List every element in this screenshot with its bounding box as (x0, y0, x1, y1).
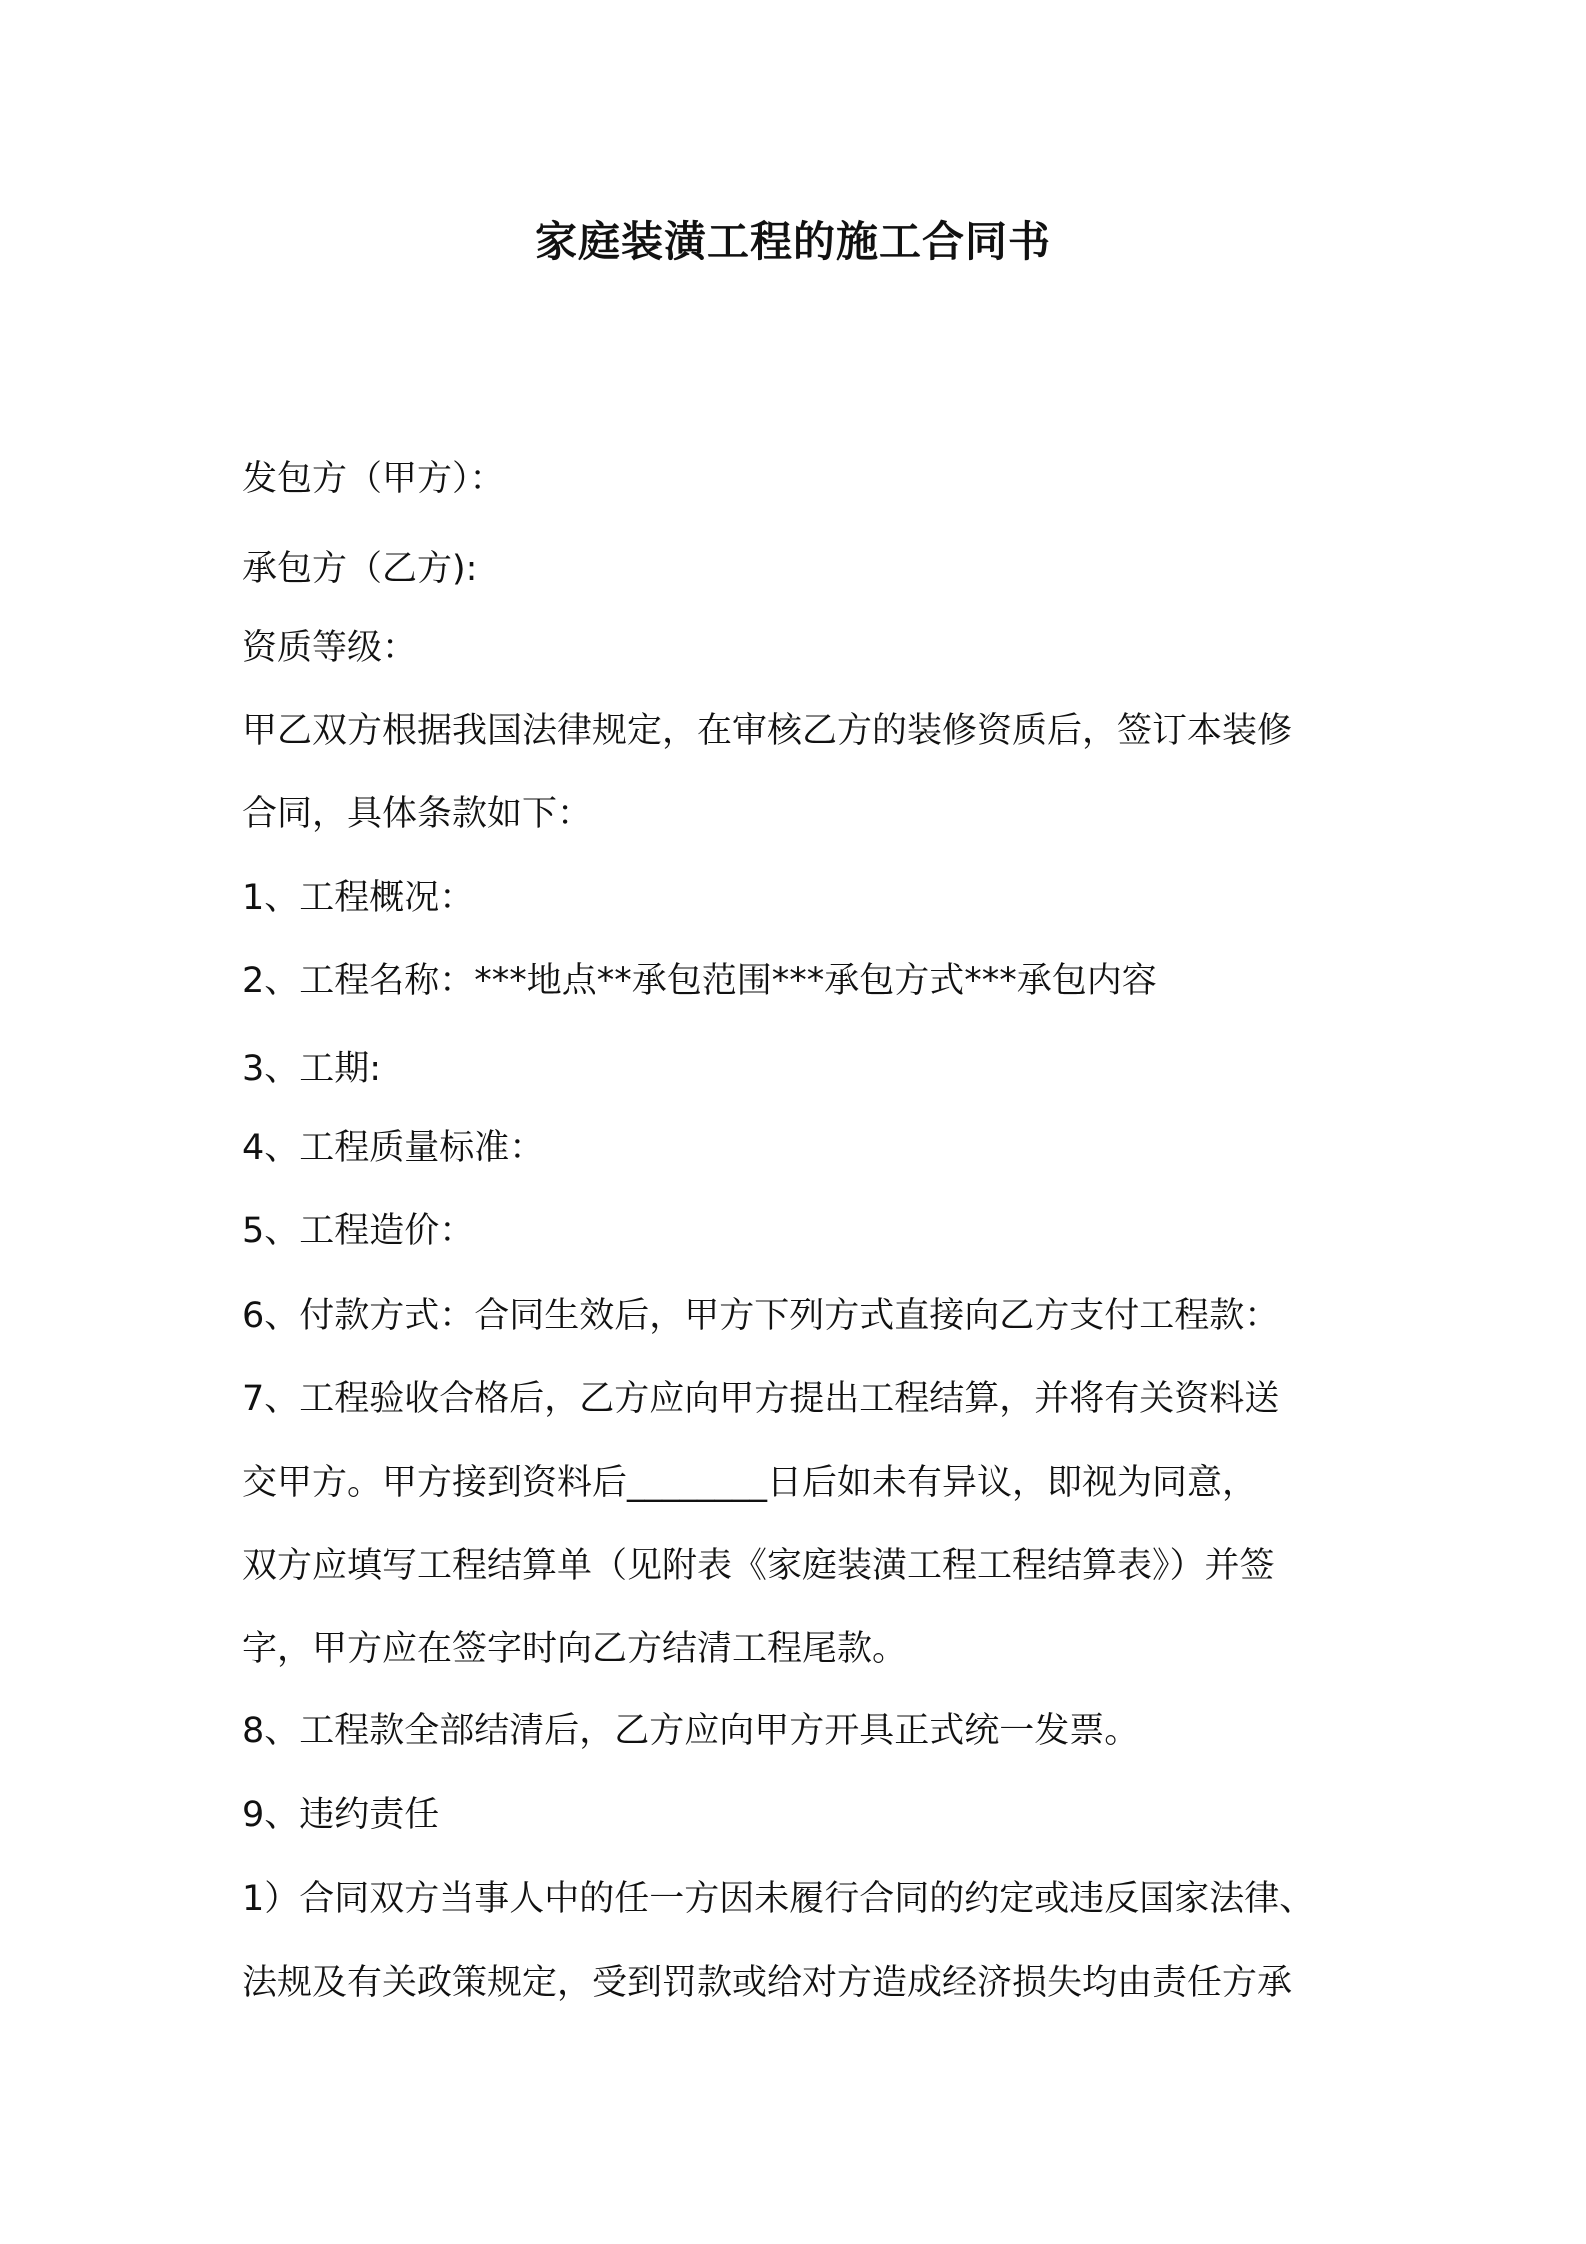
clause-4-line: 4、工程质量标准： (242, 1128, 545, 1168)
liability-line-1: 1）合同双方当事人中的任一方因未履行合同的约定或违反国家法律、 (242, 1879, 1315, 1919)
clause-7-line-4: 字，甲方应在签字时向乙方结清工程尾款。 (242, 1629, 908, 1669)
liability-line-2: 法规及有关政策规定，受到罚款或给对方造成经济损失均由责任方承 (242, 1963, 1293, 2003)
clause-8-line: 8、工程款全部结清后，乙方应向甲方开具正式统一发票。 (242, 1711, 1140, 1751)
clause-5-line: 5、工程造价： (242, 1211, 475, 1251)
clause-6-line: 6、付款方式：合同生效后，甲方下列方式直接向乙方支付工程款： (242, 1296, 1280, 1336)
party-b-line: 承包方（乙方): (242, 549, 478, 589)
clause-3-line: 3、工期: (242, 1049, 382, 1089)
document-title: 家庭装潢工程的施工合同书 (534, 217, 1051, 266)
clause-2-line: 2、工程名称：***地点**承包范围***承包方式***承包内容 (242, 961, 1157, 1001)
qualification-line: 资质等级： (242, 628, 418, 668)
party-a-line: 发包方（甲方）： (242, 459, 505, 499)
clause-9-line: 9、违约责任 (242, 1795, 440, 1835)
intro-paragraph-line-1: 甲乙双方根据我国法律规定，在审核乙方的装修资质后，签订本装修 (242, 711, 1293, 751)
clause-7-line-3: 双方应填写工程结算单（见附表《家庭装潢工程工程结算表》）并签 (242, 1546, 1275, 1586)
intro-paragraph-line-2: 合同，具体条款如下： (242, 794, 593, 834)
clause-7-line-2: 交甲方。甲方接到资料后________日后如未有异议，即视为同意， (242, 1463, 1258, 1503)
clause-7-line-1: 7、工程验收合格后，乙方应向甲方提出工程结算，并将有关资料送 (242, 1379, 1280, 1419)
clause-1-line: 1、工程概况： (242, 878, 475, 918)
